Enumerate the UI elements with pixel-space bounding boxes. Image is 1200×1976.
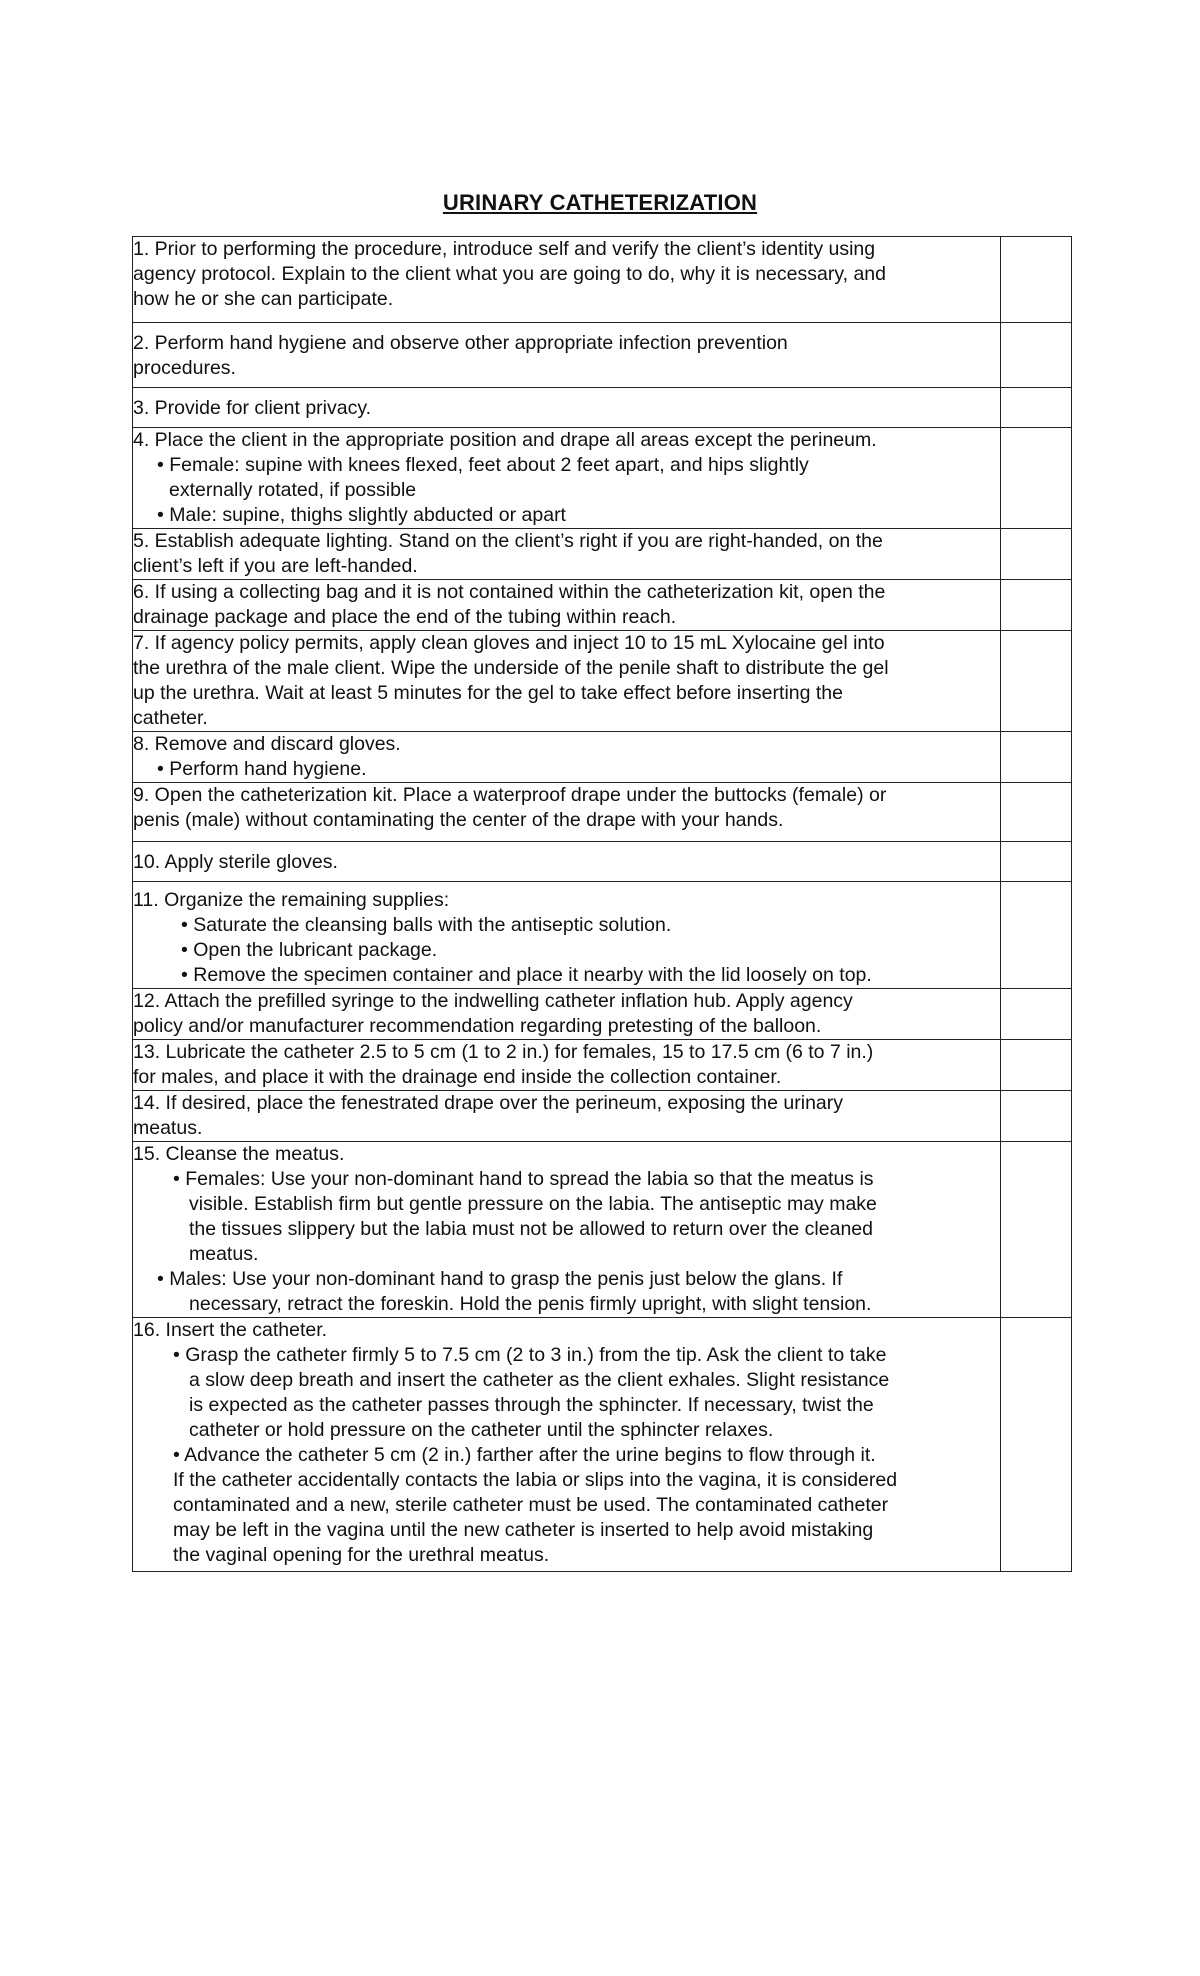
step-bullet: • Perform hand hygiene. <box>157 758 367 780</box>
step-line: meatus. <box>133 1117 203 1139</box>
check-box-cell[interactable] <box>1001 882 1072 989</box>
checklist-row-15 <box>133 1142 1072 1318</box>
step-bullet-continuation: necessary, retract the foreskin. Hold the penis firmly upright, with slight tension. <box>189 1293 872 1315</box>
step-line: 2. Perform hand hygiene and observe other appropriate infection prevention <box>133 332 788 354</box>
check-box-cell[interactable] <box>1001 1142 1072 1318</box>
step-line: 14. If desired, place the fenestrated drape over the perineum, exposing the urinary <box>133 1092 844 1114</box>
step-bullet: • Female: supine with knees flexed, feet about 2 feet apart, and hips slightly <box>157 454 809 476</box>
step-text <box>133 529 1001 580</box>
step-text <box>133 1142 1001 1318</box>
step-text <box>133 1318 1001 1572</box>
check-box-cell[interactable] <box>1001 1040 1072 1091</box>
step-bullet: • Male: supine, thighs slightly abducted or apart <box>157 504 566 526</box>
checklist-row-12 <box>133 989 1072 1040</box>
check-box-cell[interactable] <box>1001 323 1072 388</box>
step-line: If the catheter accidentally contacts the labia or slips into the vagina, it is considered <box>173 1469 898 1491</box>
step-line: 9. Open the catheterization kit. Place a waterproof drape under the buttocks (female) or <box>133 784 887 806</box>
checklist-row-3 <box>133 388 1072 428</box>
procedure-checklist-table <box>132 236 1072 1572</box>
step-line: 15. Cleanse the meatus. <box>133 1143 345 1165</box>
checklist-row-16 <box>133 1318 1072 1572</box>
checklist-row-5 <box>133 529 1072 580</box>
step-bullet-continuation: is expected as the catheter passes through the sphincter. If necessary, twist the <box>189 1394 874 1416</box>
step-line: 3. Provide for client privacy. <box>133 397 372 419</box>
step-text <box>133 842 1001 882</box>
step-line: 1. Prior to performing the procedure, introduce self and verify the client’s identity using <box>133 238 876 260</box>
step-line: 11. Organize the remaining supplies: <box>133 889 450 911</box>
step-line: policy and/or manufacturer recommendation regarding pretesting of the balloon. <box>133 1015 822 1037</box>
step-line: the urethra of the male client. Wipe the underside of the penile shaft to distribute the gel <box>133 657 889 679</box>
step-text <box>133 732 1001 783</box>
step-bullet: • Open the lubricant package. <box>181 939 438 961</box>
step-text <box>133 323 1001 388</box>
step-line: 13. Lubricate the catheter 2.5 to 5 cm (1 to 2 in.) for females, 15 to 17.5 cm (6 to 7 in.) <box>133 1041 874 1063</box>
step-line: 5. Establish adequate lighting. Stand on the client’s right if you are right-handed, on the <box>133 530 883 552</box>
check-box-cell[interactable] <box>1001 580 1072 631</box>
step-bullet-continuation: a slow deep breath and insert the catheter as the client exhales. Slight resistance <box>189 1369 890 1391</box>
step-line: 16. Insert the catheter. <box>133 1319 328 1341</box>
check-box-cell[interactable] <box>1001 732 1072 783</box>
checklist-row-7 <box>133 631 1072 732</box>
checklist-row-13 <box>133 1040 1072 1091</box>
step-text <box>133 388 1001 428</box>
step-line: how he or she can participate. <box>133 288 394 310</box>
step-text <box>133 1040 1001 1091</box>
step-line: for males, and place it with the drainage end inside the collection container. <box>133 1066 782 1088</box>
step-bullet: • Saturate the cleansing balls with the antiseptic solution. <box>181 914 672 936</box>
step-bullet-continuation: the tissues slippery but the labia must not be allowed to return over the cleaned <box>189 1218 873 1240</box>
step-line: penis (male) without contaminating the center of the drape with your hands. <box>133 809 784 831</box>
step-bullet-continuation: catheter or hold pressure on the catheter until the sphincter relaxes. <box>189 1419 774 1441</box>
step-text <box>133 580 1001 631</box>
checklist-row-10 <box>133 842 1072 882</box>
step-text <box>133 428 1001 529</box>
checklist-row-2 <box>133 323 1072 388</box>
step-line: may be left in the vagina until the new catheter is inserted to help avoid mistaking <box>173 1519 874 1541</box>
step-line: catheter. <box>133 707 208 729</box>
checklist-row-14 <box>133 1091 1072 1142</box>
step-bullet: • Advance the catheter 5 cm (2 in.) farther after the urine begins to flow through it. <box>173 1444 876 1466</box>
step-bullet-continuation: meatus. <box>189 1243 259 1265</box>
checklist-row-4 <box>133 428 1072 529</box>
step-line: 6. If using a collecting bag and it is not contained within the catheterization kit, open the <box>133 581 886 603</box>
checklist-row-1 <box>133 237 1072 323</box>
step-bullet-continuation: externally rotated, if possible <box>169 479 417 501</box>
checklist-row-11 <box>133 882 1072 989</box>
check-box-cell[interactable] <box>1001 1091 1072 1142</box>
step-bullet: • Males: Use your non-dominant hand to grasp the penis just below the glans. If <box>157 1268 843 1290</box>
step-line: 4. Place the client in the appropriate position and drape all areas except the perineum. <box>133 429 877 451</box>
check-box-cell[interactable] <box>1001 989 1072 1040</box>
step-line: 7. If agency policy permits, apply clean gloves and inject 10 to 15 mL Xylocaine gel into <box>133 632 885 654</box>
checklist-row-6 <box>133 580 1072 631</box>
step-line: agency protocol. Explain to the client what you are going to do, why it is necessary, and <box>133 263 886 285</box>
step-line: the vaginal opening for the urethral meatus. <box>173 1544 550 1566</box>
check-box-cell[interactable] <box>1001 529 1072 580</box>
step-line: up the urethra. Wait at least 5 minutes for the gel to take effect before inserting the <box>133 682 843 704</box>
step-line: 10. Apply sterile gloves. <box>133 851 338 873</box>
check-box-cell[interactable] <box>1001 237 1072 323</box>
check-box-cell[interactable] <box>1001 388 1072 428</box>
step-line: client’s left if you are left-handed. <box>133 555 418 577</box>
step-line: drainage package and place the end of the tubing within reach. <box>133 606 677 628</box>
check-box-cell[interactable] <box>1001 842 1072 882</box>
checklist-row-9 <box>133 783 1072 842</box>
step-text <box>133 882 1001 989</box>
step-line: procedures. <box>133 357 236 379</box>
step-text <box>133 783 1001 842</box>
check-box-cell[interactable] <box>1001 631 1072 732</box>
step-bullet: • Remove the specimen container and place it nearby with the lid loosely on top. <box>181 964 872 986</box>
step-line: contaminated and a new, sterile catheter must be used. The contaminated catheter <box>173 1494 889 1516</box>
step-text <box>133 989 1001 1040</box>
step-line: 12. Attach the prefilled syringe to the indwelling catheter inflation hub. Apply agency <box>133 990 853 1012</box>
step-bullet: • Females: Use your non-dominant hand to spread the labia so that the meatus is <box>173 1168 874 1190</box>
step-text <box>133 237 1001 323</box>
page-title: URINARY CATHETERIZATION <box>442 190 758 215</box>
step-bullet: • Grasp the catheter firmly 5 to 7.5 cm (2 to 3 in.) from the tip. Ask the client to take <box>173 1344 887 1366</box>
step-text <box>133 631 1001 732</box>
check-box-cell[interactable] <box>1001 428 1072 529</box>
check-box-cell[interactable] <box>1001 1318 1072 1572</box>
step-text <box>133 1091 1001 1142</box>
checklist-row-8 <box>133 732 1072 783</box>
step-line: 8. Remove and discard gloves. <box>133 733 401 755</box>
check-box-cell[interactable] <box>1001 783 1072 842</box>
step-bullet-continuation: visible. Establish firm but gentle pressure on the labia. The antiseptic may make <box>189 1193 877 1215</box>
